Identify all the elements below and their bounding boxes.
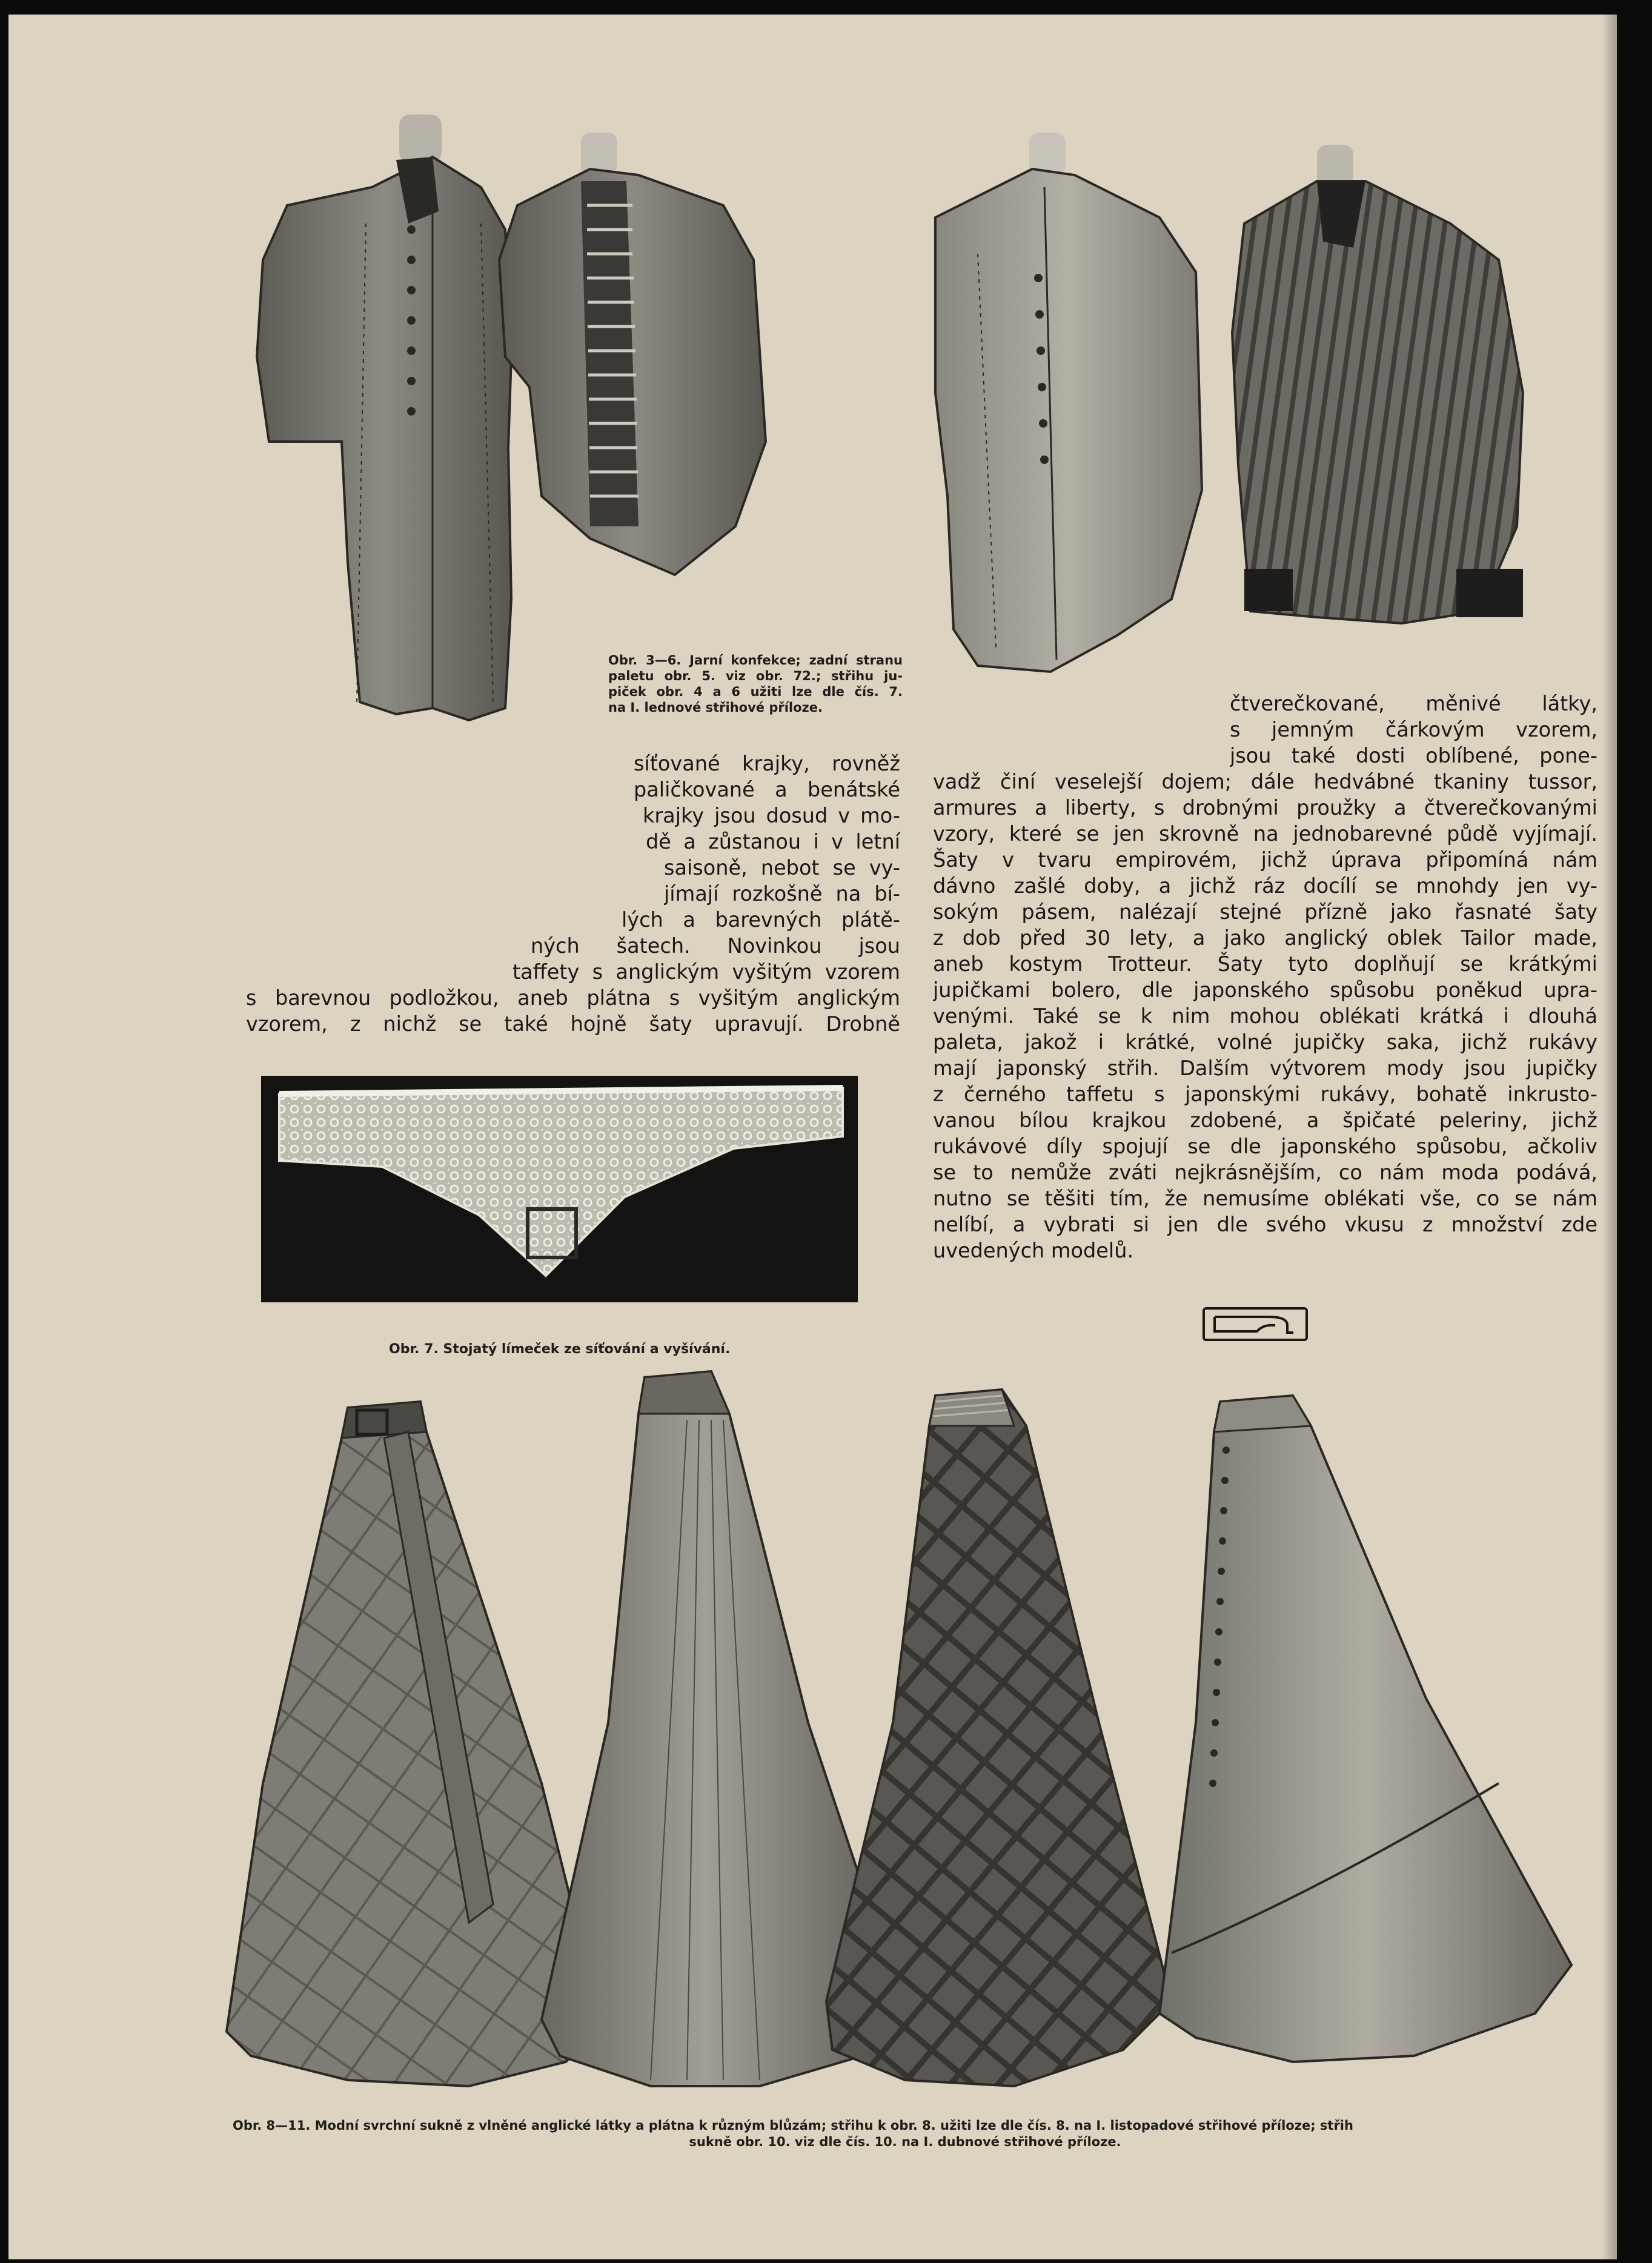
text-line: ných šatech. Novinkou jsou (531, 934, 900, 958)
jackets-caption (608, 652, 903, 715)
text-line: čtverečkované, měnivé látky, (1230, 692, 1597, 715)
text-line: s barevnou podložkou, aneb plátna s vyšitým anglickým (246, 986, 900, 1010)
text-line: nelíbí, a vybrati si jen dle svého vkusu z množství zde (933, 1213, 1597, 1236)
text-line: jsou také dosti oblíbené, pone- (1230, 744, 1597, 767)
skirts-caption (233, 2118, 1577, 2150)
braided-bolero-figure (499, 133, 766, 575)
text-line: paličkované a benátské (634, 778, 900, 801)
text-line: venými. Také se k nim mohou oblékati krátká i dlouhá (933, 1004, 1597, 1028)
text-line: saisoně, nebot se vy- (664, 856, 900, 880)
text-line: se to nemůže zváti nejkrásnějším, co nám moda podává, (933, 1161, 1597, 1184)
jackets-caption-line: paletu obr. 5. viz obr. 72.; střihu ju- (608, 669, 903, 683)
text-line: z dob před 30 lety, a jako anglický oblek Tailor made, (933, 926, 1597, 950)
text-line: armures a liberty, s drobnými proužky a čtverečkovanými (933, 796, 1597, 820)
skirts-illustration (227, 1359, 1584, 2122)
text-line: sokým pásem, nalézají stejné přízně jako řasnaté šaty (933, 900, 1597, 924)
text-line: krajky jsou dosud v mo- (643, 804, 900, 827)
light-fitted-jacket-figure (935, 133, 1202, 672)
dark-plaid-skirt-figure (826, 1390, 1172, 2086)
skirts-caption-line: Obr. 8—11. Modní svrchní sukně z vlněné anglické látky a plátna k různým blůzám; střihu k obr. 8. užiti lze dle čís. 8. na I. listopadové střihové příloze; střih (233, 2118, 1353, 2133)
jackets-caption-line: Obr. 3—6. Jarní konfekce; zadní stranu (608, 653, 903, 668)
text-line: vzory, které se jen skrovně na jednobarevné půdě vyjímají. (933, 822, 1597, 846)
pattern-sheet-icon (1203, 1307, 1308, 1341)
text-line: aneb kostym Trotteur. Šaty tyto doplňují se krátkými (933, 952, 1597, 976)
text-line: dávno zašlé doby, a jichž ráz docílí se mnohdy jen vy- (933, 874, 1597, 898)
text-line: vanou bílou krajkou zdobené, a špičaté peleriny, jichž (933, 1108, 1597, 1132)
text-line: Šaty v tvaru empirovém, jichž úprava připomíná nám (933, 848, 1597, 872)
text-line: z černého taffetu s japonskými rukávy, bohatě inkrusto- (933, 1082, 1597, 1106)
lace-collar-drawing (261, 1076, 858, 1302)
skirts-caption-line: sukně obr. 10. viz dle čís. 10. na I. dubnové střihové příloze. (689, 2135, 1121, 2149)
striped-jacket-figure (1232, 145, 1523, 623)
text-line: vadž činí veselejší dojem; dále hedvábné tkaniny tussor, (933, 770, 1597, 794)
collar-caption: Obr. 7. Stojatý límeček ze síťování a vyšívání. (389, 1342, 731, 1357)
text-line: lých a barevných plátě- (622, 908, 900, 932)
text-line: rukávové díly spojují se dle japonského spůsobu, ačkoliv (933, 1135, 1597, 1158)
text-line: nutno se těšiti tím, že nemusíme oblékati vše, co se nám (933, 1187, 1597, 1210)
text-line: mají japonský střih. Dalším výtvorem mody jsou jupičky (933, 1056, 1597, 1080)
text-line: dě a zůstanou i v letní (646, 830, 900, 853)
tiered-skirt-figure (1159, 1396, 1571, 2062)
text-line: taffety s anglickým vyšitým vzorem (513, 960, 900, 984)
text-line: uvedených modelů. (933, 1239, 1134, 1262)
magazine-page (8, 15, 1617, 2259)
skirts-drawing (227, 1359, 1584, 2122)
text-line: vzorem, z nichž se také hojně šaty upravují. Drobně (246, 1012, 900, 1036)
text-line: jímají rozkošně na bí- (664, 882, 900, 906)
text-line: síťované krajky, rovněž (634, 752, 900, 775)
plaid-skirt-figure (227, 1402, 602, 2086)
text-line: jupičkami bolero, dle japonského spůsobu poněkud upra- (933, 978, 1597, 1002)
text-line: paleta, jakož i krátké, volné jupičky saka, jichž rukávy (933, 1030, 1597, 1054)
jackets-illustration (251, 102, 1608, 720)
collar-photo (261, 1076, 858, 1302)
jackets-caption-line: piček obr. 4 a 6 užiti lze dle čís. 7. (608, 684, 903, 699)
jackets-caption-line: na I. lednové střihové příloze. (608, 700, 823, 715)
jackets-drawing (251, 102, 1608, 720)
long-paletot-figure (257, 114, 511, 720)
text-line: s jemným čárkovým vzorem, (1230, 718, 1597, 741)
